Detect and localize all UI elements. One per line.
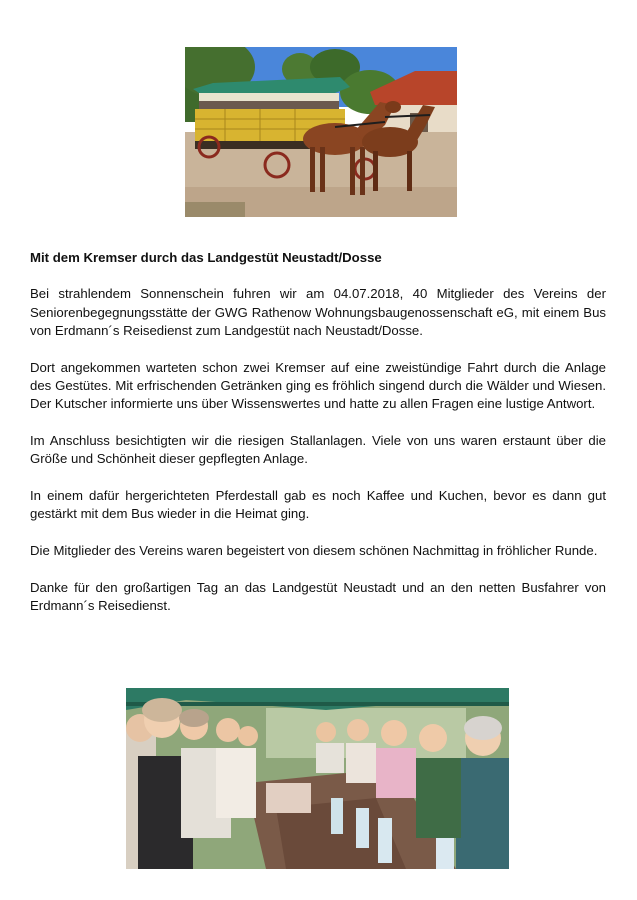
article-paragraph-4: In einem dafür hergerichteten Pferdestall gab es noch Kaffee und Kuchen, bevor es dann gut gestärkt mit dem Bus wieder in die Heimat ging. xyxy=(30,488,606,522)
article-paragraph-1: Bei strahlendem Sonnenschein fuhren wir am 04.07.2018, 40 Mitglieder des Vereins der Seniorenbegegnungsstätte der GWG Rathenow Wohnungsbaugenossenschaft eG, mit einem Bus von Erdmann´s Reisedienst zum Landgestüt nach Neustadt/Dosse. xyxy=(30,286,606,338)
article-paragraph-2: Dort angekommen warteten schon zwei Kremser auf eine zweistündige Fahrt durch die Anlage des Gestütes. Mit erfrischenden Getränken ging es fröhlich singend durch die Wälder und Wiesen. Der Kutscher informierte uns über Wissenswertes und hatte zu allen Fragen eine lustige Antwort. xyxy=(30,359,606,412)
article-paragraph-5: Die Mitglieder des Vereins waren begeistert von diesem schönen Nachmittag in fröhlicher Runde. xyxy=(30,543,598,559)
article-heading: Mit dem Kremser durch das Landgestüt Neustadt/Dosse xyxy=(30,250,382,265)
horse-carriage-image xyxy=(185,47,457,217)
article-paragraph-3: Im Anschluss besichtigten wir die riesigen Stallanlagen. Viele von uns waren erstaunt über die Größe und Schönheit dieser gepflegten Anlage. xyxy=(30,433,606,467)
group-in-wagon-image xyxy=(126,688,509,869)
article-paragraph-6: Danke für den großartigen Tag an das Landgestüt Neustadt und an den netten Busfahrer von Erdmann´s Reisedienst. xyxy=(30,580,606,614)
photo-group-in-wagon xyxy=(126,688,509,869)
article xyxy=(30,249,606,634)
photo-horse-carriage xyxy=(185,47,457,217)
